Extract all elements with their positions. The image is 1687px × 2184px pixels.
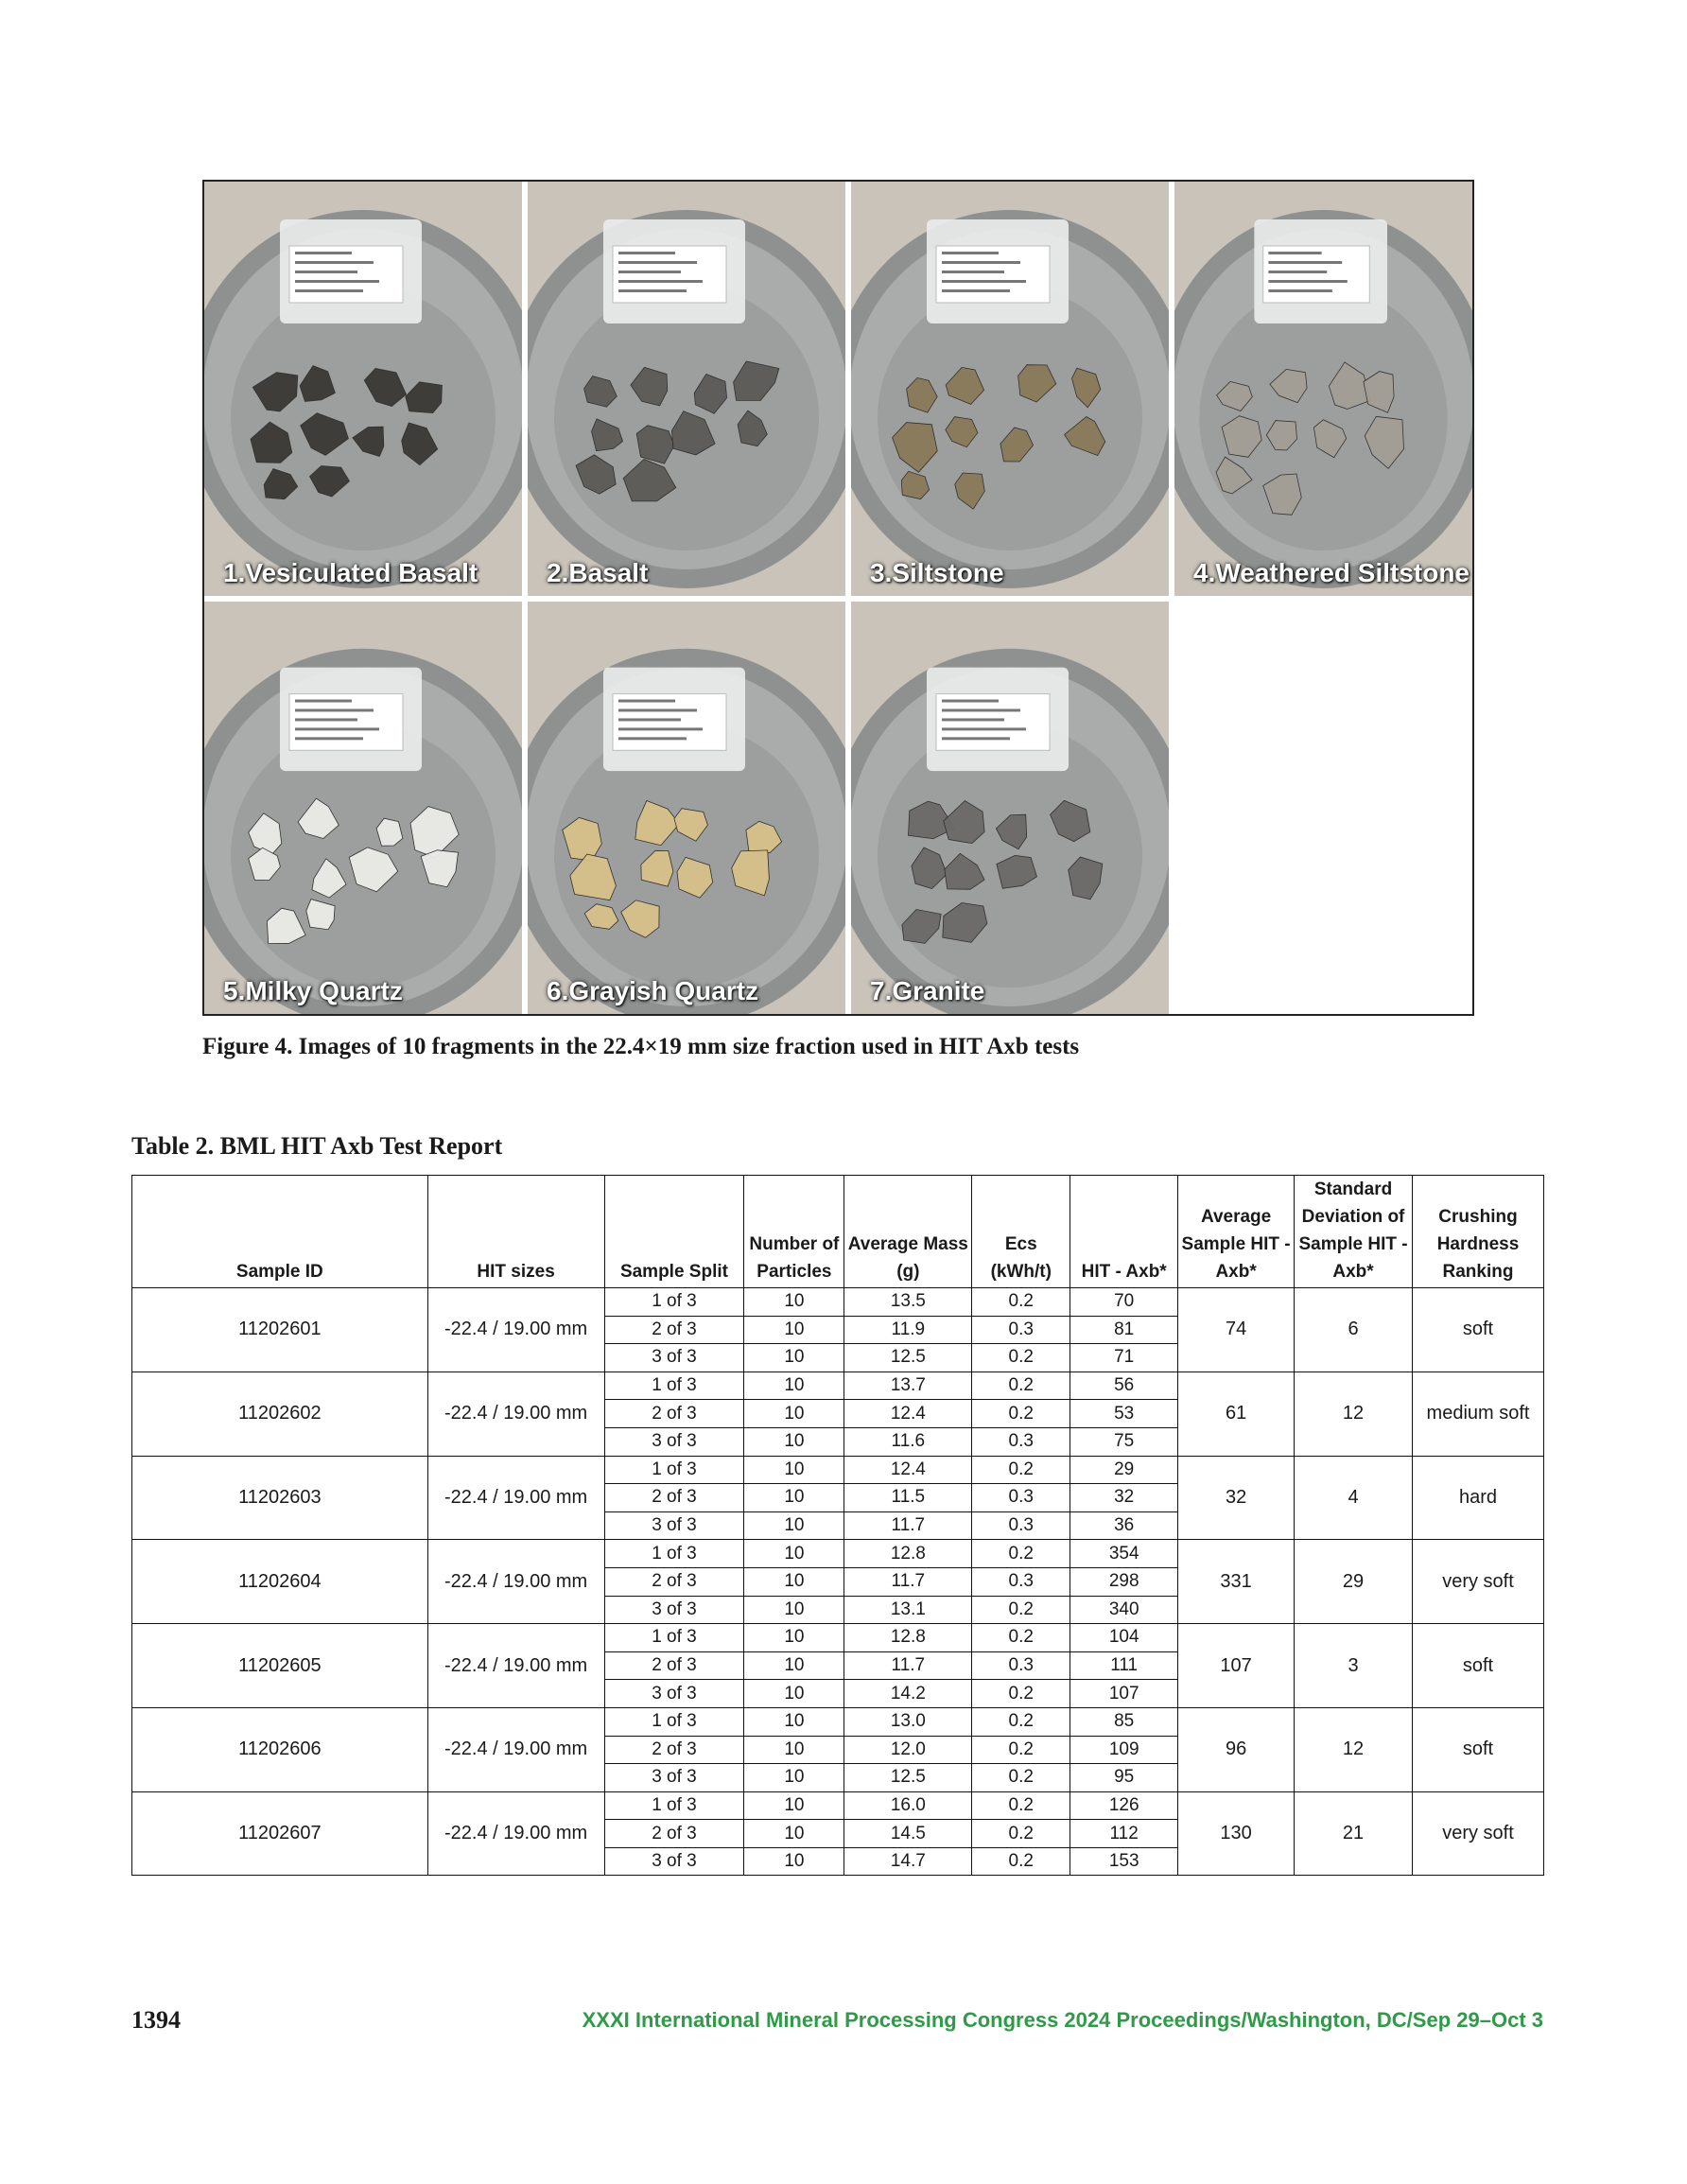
hit-size-cell: -22.4 / 19.00 mm xyxy=(427,1540,604,1624)
sample-split-cell: 3 of 3 xyxy=(604,1764,744,1792)
average-mass-cell: 12.4 xyxy=(844,1456,972,1484)
sample-split-cell: 3 of 3 xyxy=(604,1511,744,1540)
panel-label: 3.Siltstone xyxy=(870,558,1004,587)
hardness-ranking-cell: hard xyxy=(1413,1456,1544,1540)
sample-split-cell: 2 of 3 xyxy=(604,1400,744,1428)
particles-cell: 10 xyxy=(744,1651,844,1680)
particles-cell: 10 xyxy=(744,1316,844,1344)
std-deviation-cell: 4 xyxy=(1295,1456,1413,1540)
particles-cell: 10 xyxy=(744,1372,844,1400)
hit-axb-cell: 298 xyxy=(1070,1567,1178,1596)
hit-axb-cell: 32 xyxy=(1070,1484,1178,1512)
table-row xyxy=(132,1456,1544,1484)
ecs-cell: 0.2 xyxy=(972,1847,1070,1876)
sample-photo-illustration xyxy=(528,602,845,1014)
column-header: Number of Particles xyxy=(744,1176,844,1288)
average-mass-cell: 12.0 xyxy=(844,1736,972,1764)
sample-id-cell: 11202607 xyxy=(132,1791,428,1876)
photo-panel xyxy=(851,182,1169,596)
table-row xyxy=(132,1288,1544,1317)
average-mass-cell: 14.5 xyxy=(844,1820,972,1848)
hit-size-cell: -22.4 / 19.00 mm xyxy=(427,1288,604,1372)
hit-size-cell: -22.4 / 19.00 mm xyxy=(427,1624,604,1708)
particles-cell: 10 xyxy=(744,1511,844,1540)
sample-photo-illustration xyxy=(204,182,522,596)
column-header: Average Sample HIT - Axb* xyxy=(1178,1176,1295,1288)
hit-axb-cell: 354 xyxy=(1070,1540,1178,1568)
hit-axb-cell: 36 xyxy=(1070,1511,1178,1540)
hit-axb-cell: 104 xyxy=(1070,1624,1178,1652)
sample-id-cell: 11202604 xyxy=(132,1540,428,1624)
table-row xyxy=(132,1791,1544,1820)
column-header: Sample ID xyxy=(132,1176,428,1288)
panel-label: 5.Milky Quartz xyxy=(223,976,403,1005)
average-hit-axb-cell: 74 xyxy=(1178,1288,1295,1372)
particles-cell: 10 xyxy=(744,1764,844,1792)
hit-axb-test-report-table xyxy=(131,1175,1544,1876)
particles-cell: 10 xyxy=(744,1847,844,1876)
sample-id-cell: 11202603 xyxy=(132,1456,428,1540)
sample-photo-illustration xyxy=(851,182,1169,596)
ecs-cell: 0.2 xyxy=(972,1764,1070,1792)
hardness-ranking-cell: soft xyxy=(1413,1288,1544,1372)
particles-cell: 10 xyxy=(744,1820,844,1848)
hardness-ranking-cell: very soft xyxy=(1413,1540,1544,1624)
std-deviation-cell: 21 xyxy=(1295,1791,1413,1876)
hit-axb-cell: 340 xyxy=(1070,1596,1178,1624)
particles-cell: 10 xyxy=(744,1456,844,1484)
std-deviation-cell: 12 xyxy=(1295,1372,1413,1456)
sample-split-cell: 2 of 3 xyxy=(604,1651,744,1680)
average-mass-cell: 16.0 xyxy=(844,1791,972,1820)
table-row xyxy=(132,1624,1544,1652)
ecs-cell: 0.2 xyxy=(972,1791,1070,1820)
average-mass-cell: 11.7 xyxy=(844,1567,972,1596)
particles-cell: 10 xyxy=(744,1791,844,1820)
sample-split-cell: 3 of 3 xyxy=(604,1344,744,1372)
sample-split-cell: 1 of 3 xyxy=(604,1791,744,1820)
particles-cell: 10 xyxy=(744,1736,844,1764)
sample-id-cell: 11202601 xyxy=(132,1288,428,1372)
ecs-cell: 0.2 xyxy=(972,1820,1070,1848)
sample-split-cell: 3 of 3 xyxy=(604,1596,744,1624)
average-hit-axb-cell: 331 xyxy=(1178,1540,1295,1624)
photo-panel xyxy=(528,602,845,1014)
sample-split-cell: 1 of 3 xyxy=(604,1288,744,1317)
pan-base xyxy=(878,286,1142,550)
ecs-cell: 0.3 xyxy=(972,1316,1070,1344)
column-header: Ecs (kWh/t) xyxy=(972,1176,1070,1288)
panel-label: 4.Weathered Siltstone xyxy=(1193,558,1470,587)
ecs-cell: 0.3 xyxy=(972,1567,1070,1596)
particles-cell: 10 xyxy=(744,1567,844,1596)
hit-axb-cell: 85 xyxy=(1070,1707,1178,1736)
sample-id-cell: 11202606 xyxy=(132,1707,428,1791)
sample-id-cell: 11202605 xyxy=(132,1624,428,1708)
column-header: Standard Deviation of Sample HIT - Axb* xyxy=(1295,1176,1413,1288)
average-mass-cell: 12.5 xyxy=(844,1764,972,1792)
sample-split-cell: 3 of 3 xyxy=(604,1847,744,1876)
hit-axb-cell: 111 xyxy=(1070,1651,1178,1680)
table-row xyxy=(132,1372,1544,1400)
ecs-cell: 0.2 xyxy=(972,1624,1070,1652)
column-header: Sample Split xyxy=(604,1176,744,1288)
particles-cell: 10 xyxy=(744,1680,844,1708)
ecs-cell: 0.3 xyxy=(972,1427,1070,1456)
average-mass-cell: 14.7 xyxy=(844,1847,972,1876)
photo-panel xyxy=(1174,182,1472,596)
table-row xyxy=(132,1540,1544,1568)
hit-axb-cell: 70 xyxy=(1070,1288,1178,1317)
hardness-ranking-cell: very soft xyxy=(1413,1791,1544,1876)
panel-label: 6.Grayish Quartz xyxy=(547,976,759,1005)
hit-size-cell: -22.4 / 19.00 mm xyxy=(427,1372,604,1456)
particles-cell: 10 xyxy=(744,1484,844,1512)
sample-photo-illustration xyxy=(851,602,1169,1014)
hit-axb-cell: 71 xyxy=(1070,1344,1178,1372)
average-mass-cell: 13.1 xyxy=(844,1596,972,1624)
average-mass-cell: 11.7 xyxy=(844,1511,972,1540)
average-mass-cell: 13.5 xyxy=(844,1288,972,1317)
std-deviation-cell: 6 xyxy=(1295,1288,1413,1372)
hardness-ranking-cell: soft xyxy=(1413,1707,1544,1791)
particles-cell: 10 xyxy=(744,1400,844,1428)
ecs-cell: 0.3 xyxy=(972,1484,1070,1512)
ecs-cell: 0.2 xyxy=(972,1596,1070,1624)
average-mass-cell: 11.5 xyxy=(844,1484,972,1512)
std-deviation-cell: 12 xyxy=(1295,1707,1413,1791)
table-title: Table 2. BML HIT Axb Test Report xyxy=(131,1132,503,1160)
panel-label: 2.Basalt xyxy=(547,558,649,587)
table-row xyxy=(132,1707,1544,1736)
sample-split-cell: 2 of 3 xyxy=(604,1820,744,1848)
sample-split-cell: 1 of 3 xyxy=(604,1707,744,1736)
hit-axb-cell: 81 xyxy=(1070,1316,1178,1344)
column-header: Average Mass (g) xyxy=(844,1176,972,1288)
sample-split-cell: 3 of 3 xyxy=(604,1427,744,1456)
figure-4-image-grid xyxy=(202,180,1474,1016)
sample-split-cell: 2 of 3 xyxy=(604,1316,744,1344)
sample-split-cell: 3 of 3 xyxy=(604,1680,744,1708)
sample-split-cell: 2 of 3 xyxy=(604,1736,744,1764)
average-hit-axb-cell: 32 xyxy=(1178,1456,1295,1540)
ecs-cell: 0.2 xyxy=(972,1288,1070,1317)
sample-photo-illustration xyxy=(1174,182,1472,596)
sample-photo-illustration xyxy=(528,182,845,596)
particles-cell: 10 xyxy=(744,1344,844,1372)
hit-axb-cell: 56 xyxy=(1070,1372,1178,1400)
particles-cell: 10 xyxy=(744,1288,844,1317)
average-hit-axb-cell: 107 xyxy=(1178,1624,1295,1708)
ecs-cell: 0.2 xyxy=(972,1344,1070,1372)
particles-cell: 10 xyxy=(744,1427,844,1456)
ecs-cell: 0.2 xyxy=(972,1372,1070,1400)
average-hit-axb-cell: 61 xyxy=(1178,1372,1295,1456)
column-header: HIT sizes xyxy=(427,1176,604,1288)
running-footer: XXXI International Mineral Processing Congress 2024 Proceedings/Washington, DC/Sep 29–Oct 3 xyxy=(582,2008,1543,2032)
hardness-ranking-cell: soft xyxy=(1413,1624,1544,1708)
sample-photo-illustration xyxy=(204,602,522,1014)
sample-id-cell: 11202602 xyxy=(132,1372,428,1456)
hit-axb-cell: 53 xyxy=(1070,1400,1178,1428)
hit-axb-cell: 75 xyxy=(1070,1427,1178,1456)
average-mass-cell: 13.0 xyxy=(844,1707,972,1736)
average-mass-cell: 11.9 xyxy=(844,1316,972,1344)
average-mass-cell: 12.8 xyxy=(844,1540,972,1568)
photo-panel xyxy=(851,602,1169,1014)
std-deviation-cell: 29 xyxy=(1295,1540,1413,1624)
ecs-cell: 0.2 xyxy=(972,1540,1070,1568)
average-hit-axb-cell: 130 xyxy=(1178,1791,1295,1876)
average-mass-cell: 11.7 xyxy=(844,1651,972,1680)
hit-size-cell: -22.4 / 19.00 mm xyxy=(427,1707,604,1791)
ecs-cell: 0.2 xyxy=(972,1707,1070,1736)
photo-panel xyxy=(204,182,522,596)
hit-axb-cell: 153 xyxy=(1070,1847,1178,1876)
hit-axb-cell: 112 xyxy=(1070,1820,1178,1848)
photo-panel xyxy=(528,182,845,596)
average-mass-cell: 14.2 xyxy=(844,1680,972,1708)
hardness-ranking-cell: medium soft xyxy=(1413,1372,1544,1456)
sample-split-cell: 1 of 3 xyxy=(604,1372,744,1400)
particles-cell: 10 xyxy=(744,1624,844,1652)
table-header-row xyxy=(132,1176,1544,1288)
sample-split-cell: 1 of 3 xyxy=(604,1624,744,1652)
hit-axb-cell: 107 xyxy=(1070,1680,1178,1708)
ecs-cell: 0.2 xyxy=(972,1456,1070,1484)
empty-panel xyxy=(1174,602,1472,1014)
average-mass-cell: 12.5 xyxy=(844,1344,972,1372)
table-body xyxy=(132,1288,1544,1876)
average-mass-cell: 12.8 xyxy=(844,1624,972,1652)
hit-size-cell: -22.4 / 19.00 mm xyxy=(427,1791,604,1876)
sample-split-cell: 2 of 3 xyxy=(604,1484,744,1512)
figure-caption: Figure 4. Images of 10 fragments in the 22.4×19 mm size fraction used in HIT Axb tests xyxy=(202,1034,1080,1059)
panel-label: 1.Vesiculated Basalt xyxy=(223,558,478,587)
particles-cell: 10 xyxy=(744,1540,844,1568)
ecs-cell: 0.2 xyxy=(972,1680,1070,1708)
pan-base xyxy=(231,286,496,550)
sample-split-cell: 1 of 3 xyxy=(604,1540,744,1568)
sample-split-cell: 2 of 3 xyxy=(604,1567,744,1596)
sample-split-cell: 1 of 3 xyxy=(604,1456,744,1484)
ecs-cell: 0.2 xyxy=(972,1736,1070,1764)
average-mass-cell: 11.6 xyxy=(844,1427,972,1456)
std-deviation-cell: 3 xyxy=(1295,1624,1413,1708)
panel-label: 7.Granite xyxy=(870,976,985,1005)
ecs-cell: 0.3 xyxy=(972,1651,1070,1680)
photo-panel xyxy=(204,602,522,1014)
particles-cell: 10 xyxy=(744,1707,844,1736)
hit-axb-cell: 95 xyxy=(1070,1764,1178,1792)
ecs-cell: 0.2 xyxy=(972,1400,1070,1428)
average-mass-cell: 12.4 xyxy=(844,1400,972,1428)
average-mass-cell: 13.7 xyxy=(844,1372,972,1400)
particles-cell: 10 xyxy=(744,1596,844,1624)
column-header: HIT - Axb* xyxy=(1070,1176,1178,1288)
hit-axb-cell: 109 xyxy=(1070,1736,1178,1764)
average-hit-axb-cell: 96 xyxy=(1178,1707,1295,1791)
hit-size-cell: -22.4 / 19.00 mm xyxy=(427,1456,604,1540)
hit-axb-cell: 29 xyxy=(1070,1456,1178,1484)
column-header: Crushing Hardness Ranking xyxy=(1413,1176,1544,1288)
page-number: 1394 xyxy=(131,2006,181,2034)
ecs-cell: 0.3 xyxy=(972,1511,1070,1540)
hit-axb-cell: 126 xyxy=(1070,1791,1178,1820)
